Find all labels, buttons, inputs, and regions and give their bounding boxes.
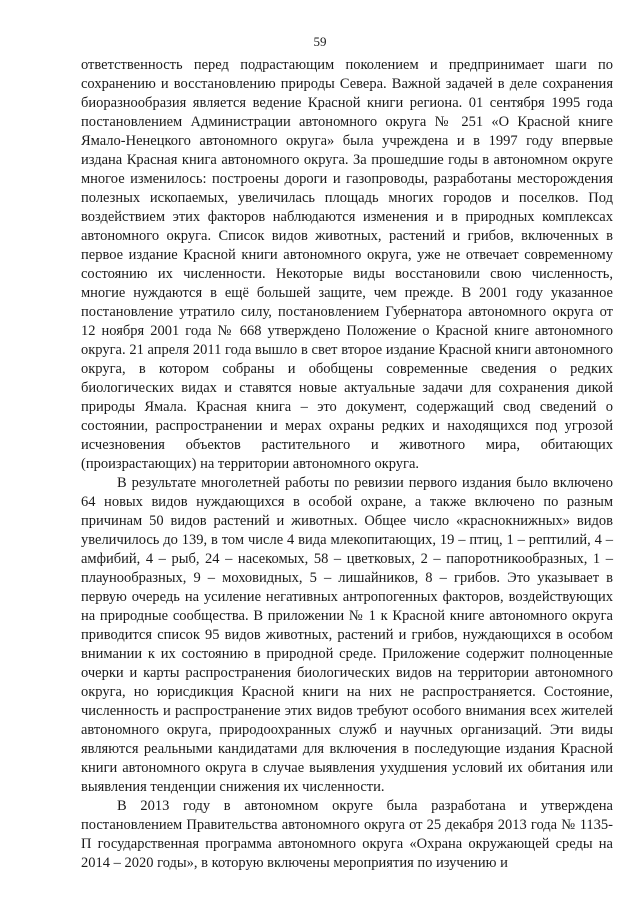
page-number: 59 (313, 34, 327, 49)
paragraph-continuation: ответственность перед подрастающим поколением и предпринимает шаги по сохранению и восстановлению природы Севера. Важной задачей в деле сохранения биоразнообразия является ведение Красной книги региона. 01 сентября 1995 года постановлением Администрации автономного округа № 251 «О Красной книге Ямало-Ненецкого автономного округа» была учреждена и в 1997 году впервые издана Красная книга автономного округа. За прошедшие годы в автономном округе многое изменилось: построены дороги и газопроводы, разработаны месторождения полезных ископаемых, увеличилась площадь многих городов и поселков. Под воздействием этих факторов наблюдаются изменения и в природных комплексах автономного округа. Список видов животных, растений и грибов, включенных в первое издание Красной книги автономного округа, уже не отвечает современному состоянию их численности. Некоторые виды восстановили свою численность, многие нуждаются в ещё большей защите, чем прежде. В 2001 году указанное постановление утратило силу, постановлением Губернатора автономного округа от 12 ноября 2001 года № 668 утверждено Положение о Красной книге автономного округа. 21 апреля 2011 года вышло в свет второе издание Красной книги автономного округа, в котором собраны и обобщены современные сведения о редких биологических видах и ставятся новые актуальные задачи для сохранения дикой природы Ямала. Красная книга – это документ, содержащий свод сведений о состоянии, распространении и мерах охраны редких и находящихся под угрозой исчезновения объектов растительного и животного мира, обитающих (произрастающих) на территории автономного округа. (81, 57, 613, 472)
paragraph-species-revision: В результате многолетней работы по ревизии первого издания было включено 64 новых видов нуждающихся в особой охране, а также включено по разным причинам 50 видов растений и животных. Общее число «краснокнижных» видов увеличилось до 139, в том числе 4 вида млекопитающих, 19 – птиц, 1 – рептилий, 4 – амфибий, 4 – рыб, 24 – насекомых, 58 – цветковых, 2 – папоротникообразных, 1 – плаунообразных, 9 – моховидных, 5 – лишайников, 8 – грибов. Это указывает в первую очередь на усиление негативных антропогенных факторов, воздействующих на природные сообщества. В приложении № 1 к Красной книге автономного округа приводится список 95 видов животных, растений и грибов, нуждающихся в особом внимании к их состоянию в природной среде. Приложение содержит полноценные очерки и карты распространения биологических видов на территории автономного округа, но юрисдикция Красной книги на них не распространяется. Состояние, численность и распространение этих видов требуют особого внимания всех жителей автономного округа, природоохранных служб и научных организаций. Эти виды являются реальными кандидатами для включения в последующие издания Красной книги автономного округа в случае выявления ухудшения условий их обитания или выявления тенденции снижения их численности. (81, 475, 613, 795)
document-body (81, 56, 613, 873)
paragraph-state-program: В 2013 году в автономном округе была разработана и утверждена постановлением Правительства автономного округа от 25 декабря 2013 года № 1135-П государственная программа автономного округа «Охрана окружающей среды на 2014 – 2020 годы», в которую включены мероприятия по изучению и (81, 798, 613, 871)
